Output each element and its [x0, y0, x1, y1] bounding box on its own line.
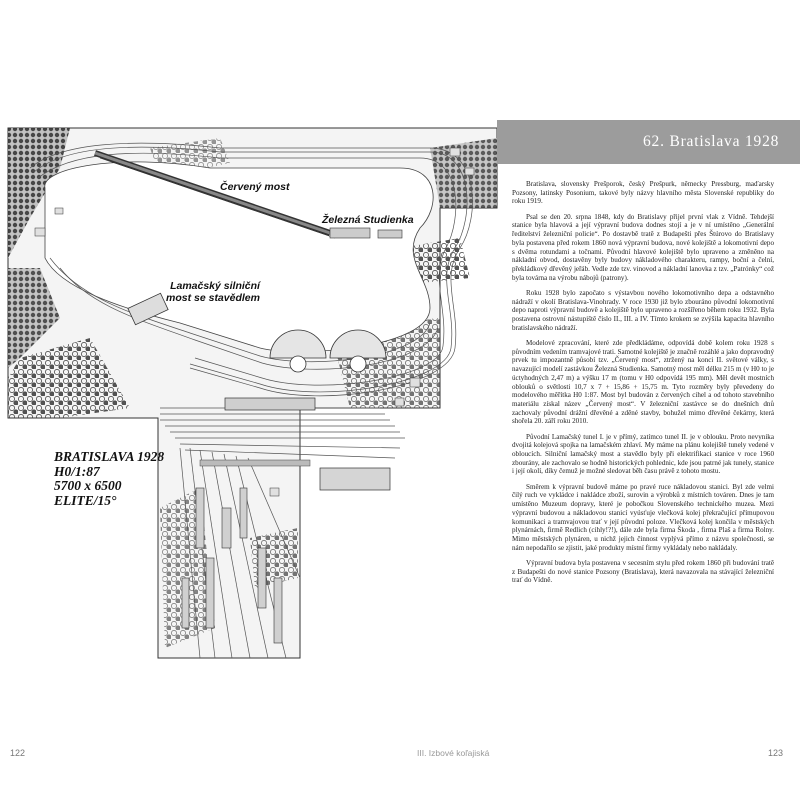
layout-scale: H0/1:87: [54, 463, 100, 479]
paragraph: Původní Lamačský tunel I. je v přímý, zatímco tunel II. je v oblouku. Proto nevynika dvojitá kolejová spojka na lamačském zhlaví. My máme na plánu kolejiště tunely vedené v obloucích. Silniční lamačský most a stavědlo byly při elektrifikaci stanice v roce 1960 zbourány, ale zachovalo se hodně historických pohlednic, kde jsou patrné jak tunely, stanice i její okolí, díky čemuž je možné sledovat běh času právě z tohoto mostu.: [512, 432, 774, 476]
chapter-title: 62. Bratislava 1928: [643, 133, 780, 150]
page-number-left: 122: [10, 748, 26, 758]
layout-title-block: [54, 450, 164, 508]
layout-name: BRATISLAVA 1928: [54, 449, 165, 464]
layout-size: 5700 x 6500: [54, 478, 122, 493]
paragraph: Bratislava, slovensky Prešporok, český Prešpurk, německy Pressburg, maďarsky Pozsony, latinsky Posonium, takové byly názvy hlavního města Slovenské republiky do roku 1919.: [512, 180, 774, 206]
page-number-right: 123: [768, 748, 784, 758]
paragraph: Psal se den 20. srpna 1848, kdy do Bratislavy přijel první vlak z Vídně. Tehdejší stanice byla hlavová a její výpravní budova dodnes stojí a je v ní umístěno „Generální ředitelství železniční policie“. Po dostavbě tratě z Budapešti přes Štúrovo do Bratislavy byla postavena před rokem 1860 nová výpravní budova, nové kolejiště a lokomotivní depo s dvěma rotundami a točnami. Původní hlavové kolejiště bylo upraveno a změněno na nákladní obvod, dostavěny byly budovy nákladového charakteru, rampy, boční a čelní, překládkový dřevěný jeřáb. Vedle zde tzv. vinovod a nákladní lanovka z tzv. „Patrónky“ což byla továrna na výrobu nábojů (patrony).: [512, 212, 774, 282]
article-body: [512, 180, 774, 592]
label-lamacsky-line1: Lamačský silniční: [170, 280, 260, 292]
paragraph: Výpravní budova byla postavena v secesním stylu před rokem 1860 při budování tratě z Budapešti do nové stanice Pozsony (Bratislava), která navazovala na stávající železniční trať do Vídně.: [512, 558, 774, 585]
label-zelezna-studienka: Železná Studienka: [322, 214, 414, 226]
label-cerveny-most: Červený most: [220, 181, 290, 193]
paragraph: Roku 1928 bylo započato s výstavbou nového lokomotivního depa a odstavného nádraží v okolí Bratislava-Vinohrady. V roce 1930 již bylo zbouráno původní lokomotivní depo naproti výpravní budově a kolejiště bylo upraveno a rozšířeno během roku 1932. Byla postavena ostrovní nástupiště číslo II., III. a IV. Tímto krokem se zvýšila kapacita hlavního bratislavského nádraží.: [512, 288, 774, 332]
label-lamacsky-line2: most se stavědlem: [166, 292, 260, 304]
label-lamacsky-most: [166, 280, 260, 304]
book-spread: [0, 108, 800, 758]
running-head: III. Izbové koľajiská: [417, 748, 490, 758]
layout-system: ELITE/15°: [54, 492, 117, 508]
chapter-title-bar: [497, 120, 800, 164]
paragraph: Směrem k výpravní budově máme po pravé ruce nákladovou stanici. Byl zde velmi čilý ruch ve vykládce i nakládce zboží, surovin a výrobků z místních továren. Dnes je tam umístěno Muzeum dopravy, které je pobočkou Slovenského technického muzea. Mezi výpravní budovou a nákladovou stanicí vyúsťuje vlečková kolej překračující přímupovou komunikaci a tramvajovou trať v její původní poloze. Vlečková kolej končila v městských plynárnách, firmě Redlich (cihly!?!), dále zde byla firma Škoda , firma Plaš a firma Rolny. Mimo městských plynáren, u nichž jejich činnost vyplývá přímo z názvu společnosti, se nám nepodařilo se zjistit, jaké produkty místní firmy vykládaly nebo nakládaly.: [512, 482, 774, 552]
paragraph: Modelové zpracování, které zde předkládáme, odpovídá době kolem roku 1928 s původním vedením tramvajové trati. Samotné kolejiště je značně rozáhlé a jako dopravodný prvek tu impozantně působí tzv. „Červený most“, ztržený na konci II. světové války, s navazující modelí zastávkou Železná Studienka. Samotný most měl délku 215 m (v H0 to je úctyhodných 2,47 m) a výšku 17 m (tomu v H0 odpovídá 195 mm). Měl devět mostních oblouků o světlosti 10,7 x 7 + 15,86 + 15,75 m. Tyto rozměry byly převedeny do modelového měřítka H0 1:87. Most byl budován z červených cihel a od tohoto stavebního materiálu získal název „Červený most“. V železniční zastávce se do dnešních dnů zachovaly původní drážní dřevěné a zděné stavby, bohužel mimo dřevěné čekárny, která shořela 20. září roku 2010.: [512, 339, 774, 426]
